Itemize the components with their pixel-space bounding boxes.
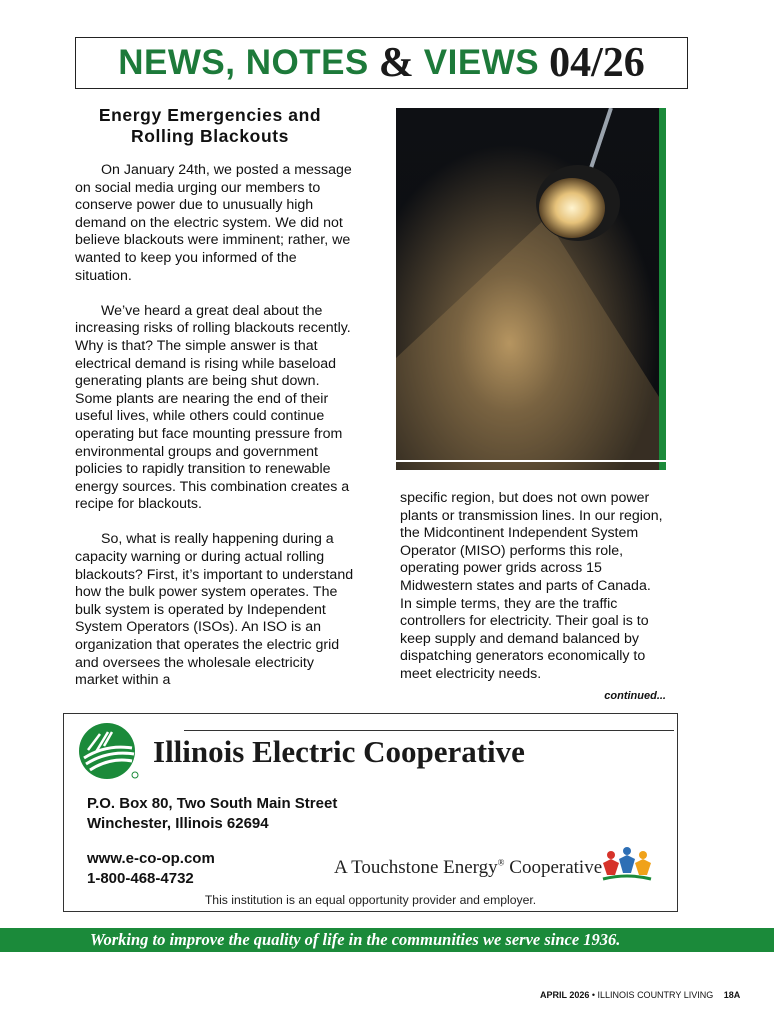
coop-name: Illinois Electric Cooperative — [153, 734, 525, 769]
spotlight-photo — [396, 108, 666, 470]
article-paragraph: We’ve heard a great deal about the increasing risks of rolling blackouts recently. Why is that? The simple answer is that electrical demand is rising while baseload generating plants are being shut down. Some plants are nearing the end of their useful lives, while others could continue operating but face mounting pressure from environmental groups and government policies to rapidly transition to renewable energy sources. This combination creates a recipe for blackouts. — [75, 302, 351, 513]
coop-address — [87, 794, 337, 834]
page-footer — [540, 990, 740, 1000]
touchstone-logo-icon — [599, 845, 655, 890]
article-title-line1: Energy Emergencies and — [98, 105, 322, 125]
divider — [184, 730, 674, 731]
article-left-column — [75, 162, 355, 707]
address-line2: Winchester, Illinois 62694 — [87, 815, 269, 832]
equal-opportunity-statement: This institution is an equal opportunity provider and employer. — [204, 893, 537, 907]
article-right-column — [400, 490, 665, 701]
masthead-date: 04/26 — [549, 40, 645, 86]
masthead-views: VIEWS — [423, 43, 540, 82]
article-paragraph: On January 24th, we posted a message on social media urging our members to conserve power due to unusually high demand on the electric system. We did not believe blackouts were imminent; rather, we wanted to keep you informed of the situation. — [75, 162, 352, 284]
masthead — [75, 37, 688, 89]
coop-contact-box — [63, 713, 678, 912]
footer-publication: ILLINOIS COUNTRY LIVING — [597, 990, 714, 1000]
continued-note: continued... — [604, 690, 666, 702]
footer-bullet: • — [591, 990, 596, 1000]
footer-page-number: 18A — [723, 990, 741, 1000]
touchstone-cooperative: Cooperative — [504, 857, 603, 878]
address-line1: P.O. Box 80, Two South Main Street — [87, 795, 338, 812]
coop-website[interactable]: www.e-co-op.com — [87, 850, 215, 867]
touchstone-tagline — [334, 857, 602, 879]
coop-logo-icon — [78, 722, 140, 785]
coop-phone[interactable]: 1-800-468-4732 — [87, 870, 194, 887]
mission-banner — [0, 928, 774, 952]
article-title — [75, 105, 345, 147]
registered-mark: ® — [497, 857, 505, 868]
touchstone-name: A Touchstone Energy — [334, 857, 498, 878]
article-title-line2: Rolling Blackouts — [131, 126, 289, 146]
masthead-news-notes: NEWS, NOTES — [118, 43, 369, 82]
footer-month: APRIL 2026 — [540, 990, 590, 1000]
article-paragraph: specific region, but does not own power plants or transmission lines. In our region, the Midcontinent Independent System Operator (MISO) performs this role, operating power grids across 15 Midwestern states and parts of Canada. In simple terms, they are the traffic controllers for electricity. Their goal is to keep supply and demand balanced by dispatching generators economically to meet electricity needs. — [400, 490, 663, 682]
mission-text: Working to improve the quality of life in the communities we serve since 1936. — [90, 930, 621, 949]
masthead-ampersand: & — [378, 40, 414, 86]
article-paragraph: So, what is really happening during a capacity warning or during actual rolling blackouts? First, it’s important to understand how the bulk power system operates. The bulk system is operated by Independent System Operators (ISOs). An ISO is an organization that operates the electric grid and oversees the wholesale electricity market within a — [75, 531, 354, 689]
coop-contact — [87, 849, 215, 889]
